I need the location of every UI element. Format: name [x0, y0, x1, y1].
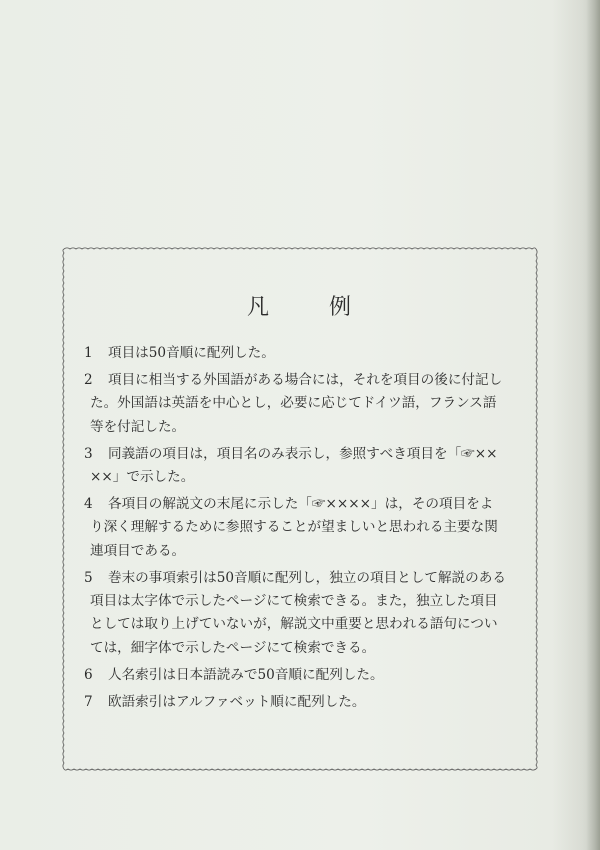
item-text: 項目は太字体で示したページにて検索できる。また，独立した項目 — [90, 593, 498, 610]
notes-frame — [60, 245, 540, 773]
list-item — [84, 369, 520, 439]
item-text: ××」で示した。 — [90, 469, 195, 486]
item-number: 5 — [84, 569, 93, 586]
list-item — [84, 691, 520, 714]
item-text: 巻末の事項索引は50音順に配列し，独立の項目として解説のある — [108, 569, 506, 586]
item-text: ては，細字体で示したページにて検索できる。 — [90, 639, 376, 656]
spine-shadow — [586, 0, 600, 850]
item-text: 人名索引は日本語読みで50音順に配列した。 — [108, 666, 384, 683]
item-number: 7 — [84, 693, 93, 710]
item-text: としては取り上げていないが，解説文中重要と思われる語句につい — [90, 616, 498, 633]
item-number: 4 — [84, 495, 93, 512]
item-number: 2 — [84, 371, 93, 388]
list-item — [84, 567, 520, 661]
item-number: 6 — [84, 666, 93, 683]
item-text: 同義語の項目は，項目名のみ表示し，参照すべき項目を「☞×× — [108, 445, 498, 462]
item-text: 等を付記した。 — [90, 418, 186, 435]
list-item — [84, 342, 520, 365]
page-title — [60, 290, 540, 321]
list-item — [84, 493, 520, 563]
list-item — [84, 664, 520, 687]
item-text: 各項目の解説文の末尾に示した「☞××××」は，その項目をよ — [108, 495, 494, 512]
item-text: り深く理解するために参照することが望ましいと思われる主要な関 — [90, 519, 498, 536]
item-text: 項目は50音順に配列した。 — [108, 345, 275, 361]
item-number: 3 — [84, 445, 93, 462]
title-char-2: 例 — [329, 295, 354, 320]
item-text: 連項目である。 — [90, 542, 186, 559]
item-text: た。外国語は英語を中心とし，必要に応じてドイツ語，フランス語 — [90, 395, 497, 412]
item-text: 欧語索引はアルファベット順に配列した。 — [108, 693, 366, 710]
notes-list — [84, 342, 520, 714]
item-number: 1 — [84, 345, 93, 361]
item-text: 項目に相当する外国語がある場合には，それを項目の後に付記し — [108, 371, 503, 388]
title-char-1: 凡 — [246, 295, 271, 320]
list-item — [84, 443, 520, 490]
